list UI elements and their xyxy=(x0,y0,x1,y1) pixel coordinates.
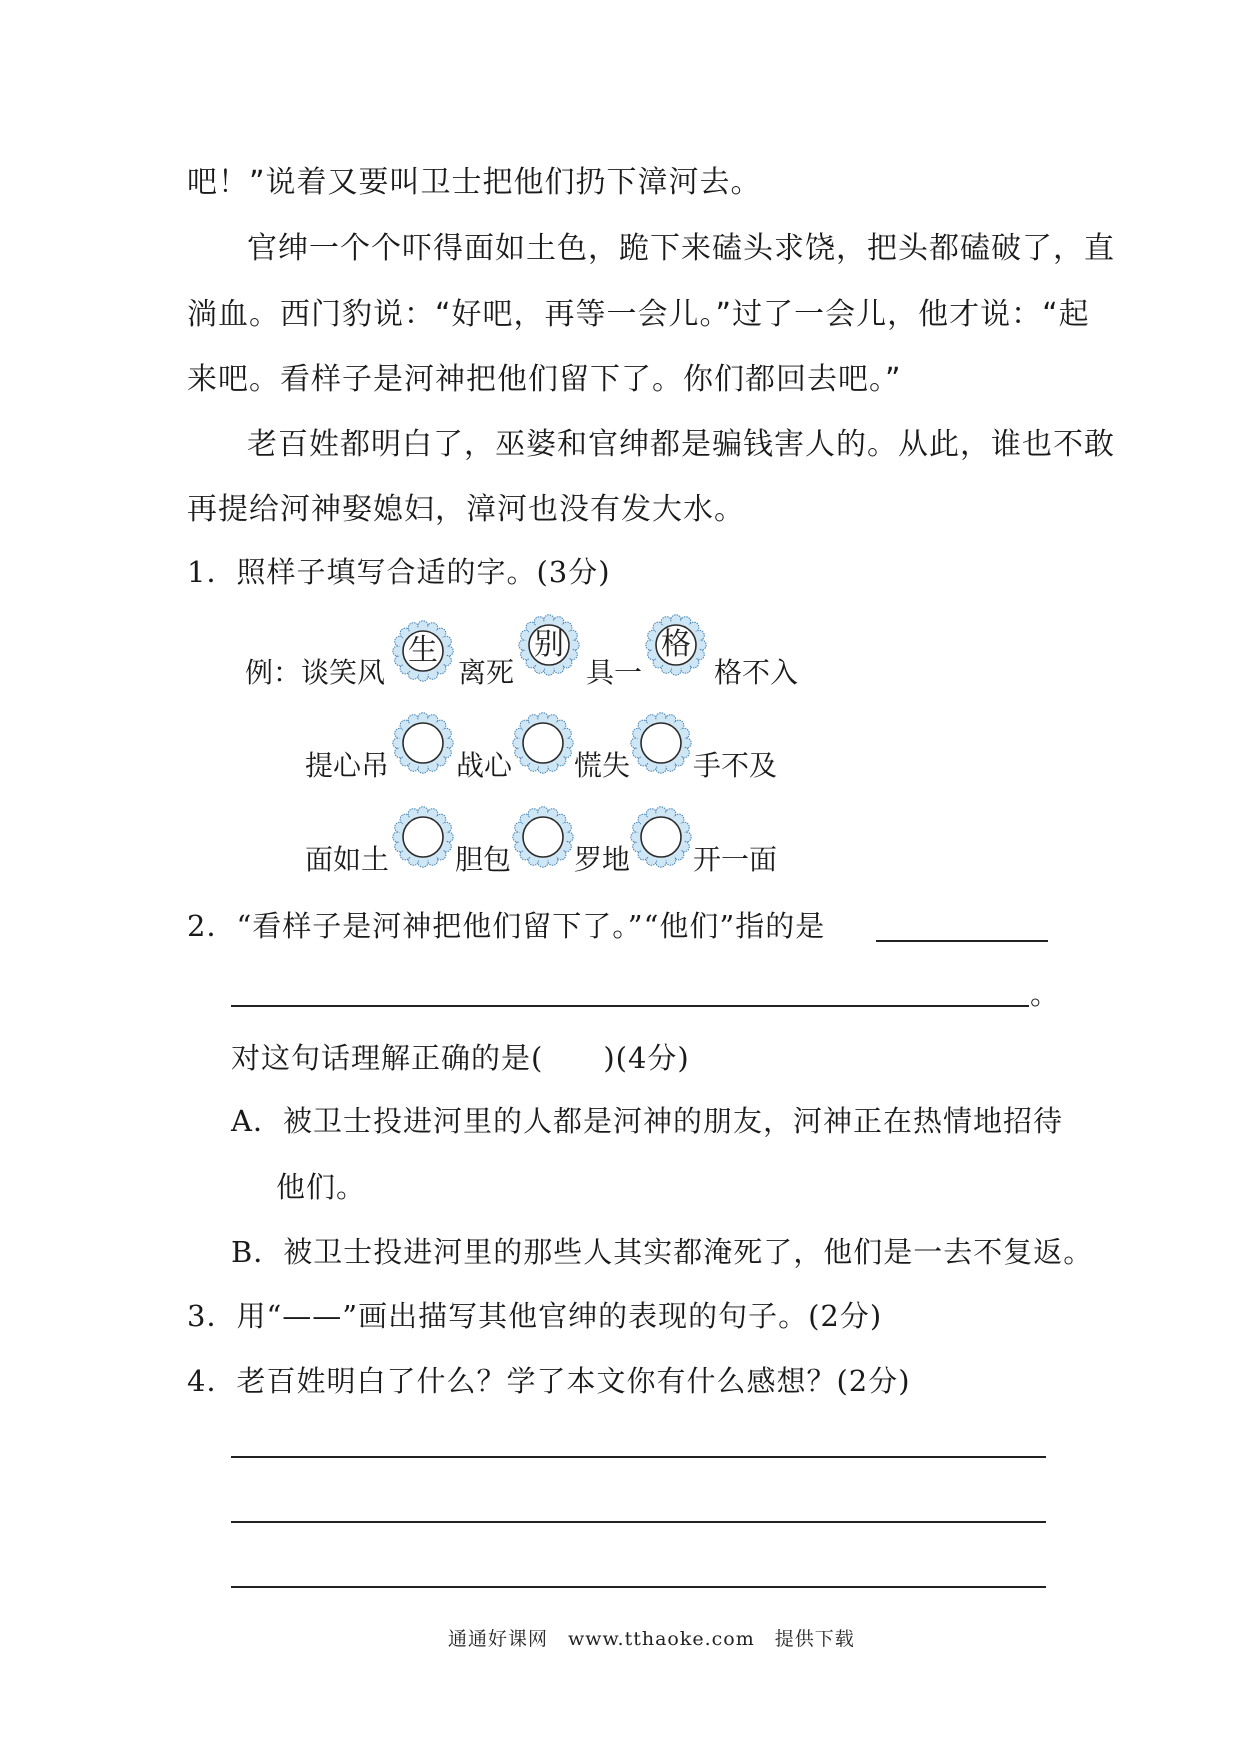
answer-line-q2-a[interactable] xyxy=(876,940,1048,942)
example-seg-2: 离死 xyxy=(458,656,515,689)
answer-badge-3 xyxy=(645,614,707,676)
row2-seg-3: 慌失 xyxy=(574,749,631,782)
answer-line-q4-2[interactable] xyxy=(231,1521,1046,1523)
answer-char-1: 生 xyxy=(408,633,438,668)
passage-line-2: 官绅一个个吓得面如土色，跪下来磕头求饶，把头都磕破了，直 xyxy=(247,231,1115,266)
question-4-prompt: 4．老百姓明白了什么？学了本文你有什么感想？(2分) xyxy=(187,1364,911,1398)
blank-badge-r3-3[interactable] xyxy=(630,806,692,868)
option-a-line-1: A．被卫士投进河里的人都是河神的朋友，河神正在热情地招待 xyxy=(231,1104,1063,1138)
answer-line-q2-b[interactable] xyxy=(231,1005,1029,1007)
answer-line-q4-3[interactable] xyxy=(231,1586,1046,1588)
example-seg-3: 具一 xyxy=(586,656,643,689)
footer-credit: 通通好课网 www.tthaoke.com 提供下载 xyxy=(448,1628,855,1650)
row2-seg-2: 战心 xyxy=(456,749,513,782)
row3-seg-3: 罗地 xyxy=(574,843,631,876)
answer-char-2: 别 xyxy=(534,627,564,662)
example-seg-4: 格不入 xyxy=(714,656,799,689)
answer-badge-1 xyxy=(392,620,454,682)
question-2-prompt: 2．“看样子是河神把他们留下了。”“他们”指的是 xyxy=(187,909,826,943)
row3-seg-4: 开一面 xyxy=(693,843,778,876)
row3-seg-1: 面如土 xyxy=(305,843,390,876)
answer-line-q4-1[interactable] xyxy=(231,1456,1046,1458)
blank-badge-r3-2[interactable] xyxy=(512,806,574,868)
question-3-prompt: 3．用“——”画出描写其他官绅的表现的句子。(2分) xyxy=(187,1299,883,1333)
blank-badge-r2-3[interactable] xyxy=(630,712,692,774)
row2-seg-4: 手不及 xyxy=(693,749,778,782)
option-a-line-2: 他们。 xyxy=(276,1170,367,1204)
answer-char-3: 格 xyxy=(661,627,691,662)
passage-line-6: 再提给河神娶媳妇，漳河也没有发大水。 xyxy=(187,492,745,527)
example-prefix: 例：谈笑风 xyxy=(245,656,386,689)
question-1-prompt: 1．照样子填写合适的字。(3分) xyxy=(187,555,611,589)
question-2-end-mark: 。 xyxy=(1030,977,1061,1011)
blank-badge-r3-1[interactable] xyxy=(392,806,454,868)
row3-seg-2: 胆包 xyxy=(455,843,512,876)
row2-seg-1: 提心吊 xyxy=(305,749,390,782)
blank-badge-r2-2[interactable] xyxy=(512,712,574,774)
question-2-sub: 对这句话理解正确的是( )(4分) xyxy=(231,1041,690,1075)
passage-line-3: 淌血。西门豹说：“好吧，再等一会儿。”过了一会儿，他才说：“起 xyxy=(187,297,1090,332)
passage-line-1: 吧！”说着又要叫卫士把他们扔下漳河去。 xyxy=(187,165,762,200)
passage-line-4: 来吧。看样子是河神把他们留下了。你们都回去吧。” xyxy=(187,362,902,397)
passage-line-5: 老百姓都明白了，巫婆和官绅都是骗钱害人的。从此，谁也不敢 xyxy=(247,427,1115,462)
option-b: B．被卫士投进河里的那些人其实都淹死了，他们是一去不复返。 xyxy=(231,1235,1094,1269)
blank-badge-r2-1[interactable] xyxy=(392,712,454,774)
answer-badge-2 xyxy=(518,614,580,676)
